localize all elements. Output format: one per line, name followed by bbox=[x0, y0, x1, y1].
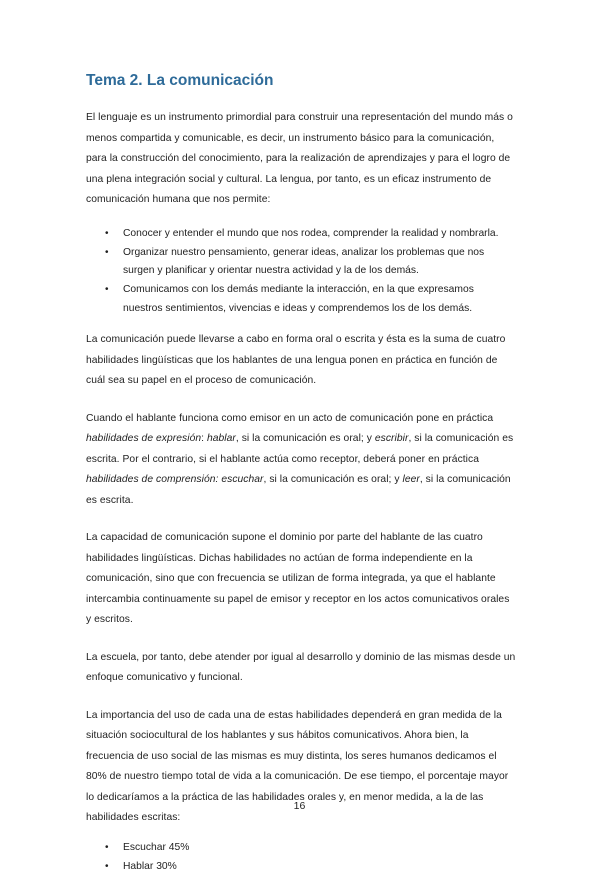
list-item: • Hablar 30% bbox=[86, 858, 516, 877]
bullet-icon: • bbox=[105, 246, 109, 258]
paragraph-importance: La importancia del uso de cada una de estas habilidades dependerá en gran medida de la situación sociocultural de los hablantes y sus hábitos comunicativos. Ahora bien, la frecuencia de uso social de las mismas es muy distinta, los seres humanos dedicamos el 80% de nuestro tiempo total de vida a la comunicación. De ese tiempo, el porcentaje mayor lo dedicaríamos a la práctica de las habilidades orales y, en menor medida, a la de las habilidades escritas: bbox=[86, 709, 509, 823]
paragraph-emitter-receiver: Cuando el hablante funciona como emisor en un acto de comunicación pone en práctica habilidades de expresión: hablar, si la comunicación es oral; y escribir, si la comunicación es escrita. Por el contrario, si el hablante actúa como receptor, deberá poner en práctica habilidades de comprensión: escuchar, si la comunicación es oral; y leer, si la comunicación es escrita. bbox=[86, 412, 514, 506]
page-number: 16 bbox=[293, 800, 306, 812]
bullet-icon: • bbox=[105, 227, 109, 239]
list-item: • Organizar nuestro pensamiento, generar ideas, analizar los problemas que nos surgen y planificar y orientar nuestra actividad y la de los demás. bbox=[86, 244, 516, 281]
section-title: Tema 2. La comunicación bbox=[86, 72, 274, 89]
bullet-icon: • bbox=[105, 284, 109, 295]
bullet-icon: • bbox=[105, 860, 109, 872]
list-item: • Comunicamos con los demás mediante la interacción, en la que expresamos nuestros sentimientos, vivencias e ideas y comprendemos los de los demás. bbox=[86, 281, 516, 318]
bullet-list-functions bbox=[86, 225, 516, 319]
list-item: • Conocer y entender el mundo que nos rodea, comprender la realidad y nombrarla. bbox=[86, 225, 516, 244]
list-item: • Escuchar 45% bbox=[86, 839, 516, 858]
document-body bbox=[86, 108, 516, 888]
paragraph-skills: La comunicación puede llevarse a cabo en forma oral o escrita y ésta es la suma de cuatro habilidades lingüísticas que los hablantes de una lengua ponen en práctica en función de cuál sea su papel en el proceso de comunicación. bbox=[86, 334, 506, 386]
paragraph-capacity: La capacidad de comunicación supone el dominio por parte del hablante de las cuatro habilidades lingüísticas. Dichas habilidades no actúan de forma independiente en la comunicación, sino que con frecuencia se utilizan de forma integrada, ya que el hablante intercambia continuamente su papel de emisor y receptor en los actos comunicativos orales y escritos. bbox=[86, 532, 510, 625]
paragraph-intro: El lenguaje es un instrumento primordial para construir una representación del mundo más o menos compartida y comunicable, es decir, un instrumento básico para la comunicación, para la construcción del conocimiento, para la realización de aprendizajes y para el logro de una plena integración social y cultural. La lengua, por tanto, es un eficaz instrumento de comunicación humana que nos permite: bbox=[86, 112, 513, 205]
bullet-icon: • bbox=[105, 841, 109, 853]
paragraph-school: La escuela, por tanto, debe atender por igual al desarrollo y dominio de las mismas desde un enfoque comunicativo y funcional. bbox=[86, 651, 516, 683]
bullet-list-percentages bbox=[86, 839, 516, 877]
